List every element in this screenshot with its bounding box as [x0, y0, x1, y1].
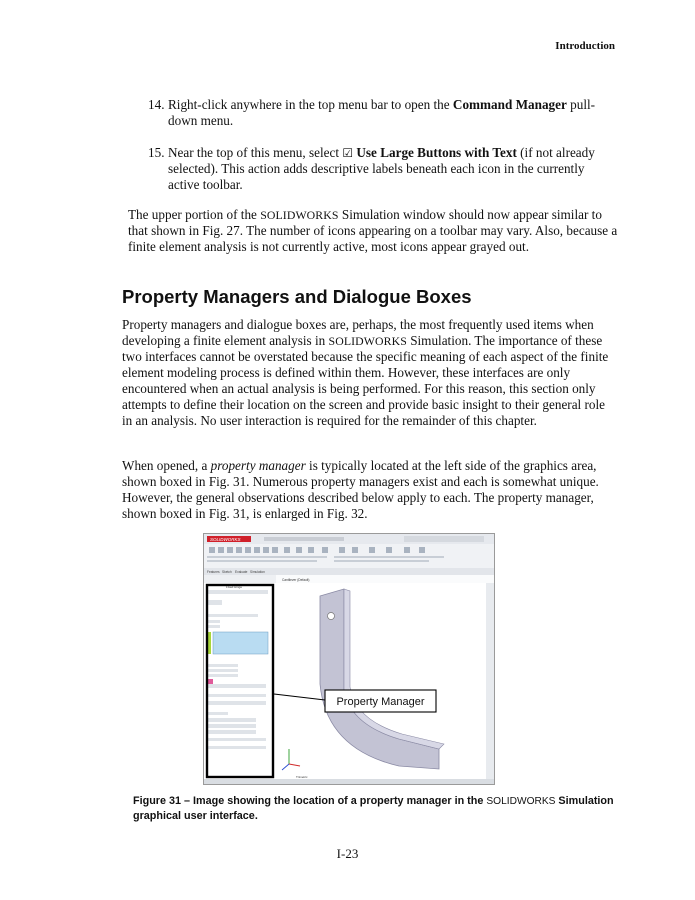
hinge-hole — [328, 613, 335, 620]
pm-color-swatch — [208, 679, 213, 684]
tab-label: Sketch — [222, 570, 232, 574]
step-15 — [148, 145, 618, 193]
property-manager-term: property manager — [210, 458, 306, 473]
figure-31-screenshot — [203, 533, 495, 785]
step-number: 15. — [148, 145, 165, 160]
step-text: Near the top of this menu, select ☑ Use Large Buttons with Text (if not already selected). This action adds descriptive labels beneath each icon in the currently active toolbar. — [168, 145, 595, 192]
selection-indicator — [208, 632, 211, 654]
solidworks-ui-illustration — [204, 534, 494, 784]
command-manager-term: Command Manager — [452, 97, 567, 112]
search-box — [404, 536, 484, 542]
figure-caption: Figure 31 – Image showing the location of a property manager in the SOLIDWORKS Simulation graphical user interface. — [133, 795, 614, 822]
property-manager-panel — [204, 583, 276, 779]
task-pane — [486, 583, 494, 783]
tab-label: Features — [207, 570, 220, 574]
checkbox-icon: ☑ — [342, 146, 354, 160]
manager-tabs — [204, 575, 276, 583]
tab-label: Evaluate — [235, 570, 248, 574]
step-text: Right-click anywhere in the top menu bar to open the Command Manager pull-down menu. — [168, 97, 596, 128]
selection-box — [213, 632, 268, 654]
large-buttons-term: Use Large Buttons with Text — [356, 145, 517, 160]
section-heading: Property Managers and Dialogue Boxes — [122, 286, 472, 307]
pm-title: Fixed Hinge — [226, 585, 243, 589]
step-number: 14. — [148, 97, 165, 112]
paragraph-property-manager-location: When opened, a property manager is typically located at the left side of the graphics area, shown boxed in Fig. 31. Numerous property managers exist and each is somewhat unique. However, the general observations described below apply to each. The property manager, shown boxed in Fig. 31, is enlarged in Fig. 32. — [122, 458, 599, 521]
menu-bar — [264, 537, 344, 541]
step-14 — [148, 97, 618, 129]
page-number: I-23 — [336, 846, 359, 861]
paragraph-property-managers: Property managers and dialogue boxes are, perhaps, the most frequently used items when developing a finite element analysis in SOLIDWORKS Simulation. The importance of these two interfaces cannot be overstated because the specific meaning of each aspect of the finite element modeling process is defined within them. However, these interfaces are only encountered when an actual analysis is being performed. For this reason, this section only attempts to define their location on the screen and provide basic insight to their general role in an analysis. No user interaction is required for the remainder of this chapter. — [122, 317, 609, 428]
tab-label: Simulation — [250, 570, 265, 574]
command-tabs — [204, 568, 494, 575]
tree-item: Cantilever (Default) — [282, 578, 310, 582]
view-orientation-label: Trimetric — [296, 775, 308, 779]
running-header: Introduction — [555, 40, 615, 52]
callout-label: Property Manager — [336, 696, 425, 708]
logo-text: SOLIDWORKS — [210, 537, 241, 542]
status-bar — [204, 779, 494, 784]
paragraph-window-appearance: The upper portion of the SOLIDWORKS Simulation window should now appear similar to that shown in Fig. 27. The number of icons appearing on a toolbar may vary. Also, because a finite element analysis is not currently active, most icons appear grayed out. — [128, 207, 618, 254]
